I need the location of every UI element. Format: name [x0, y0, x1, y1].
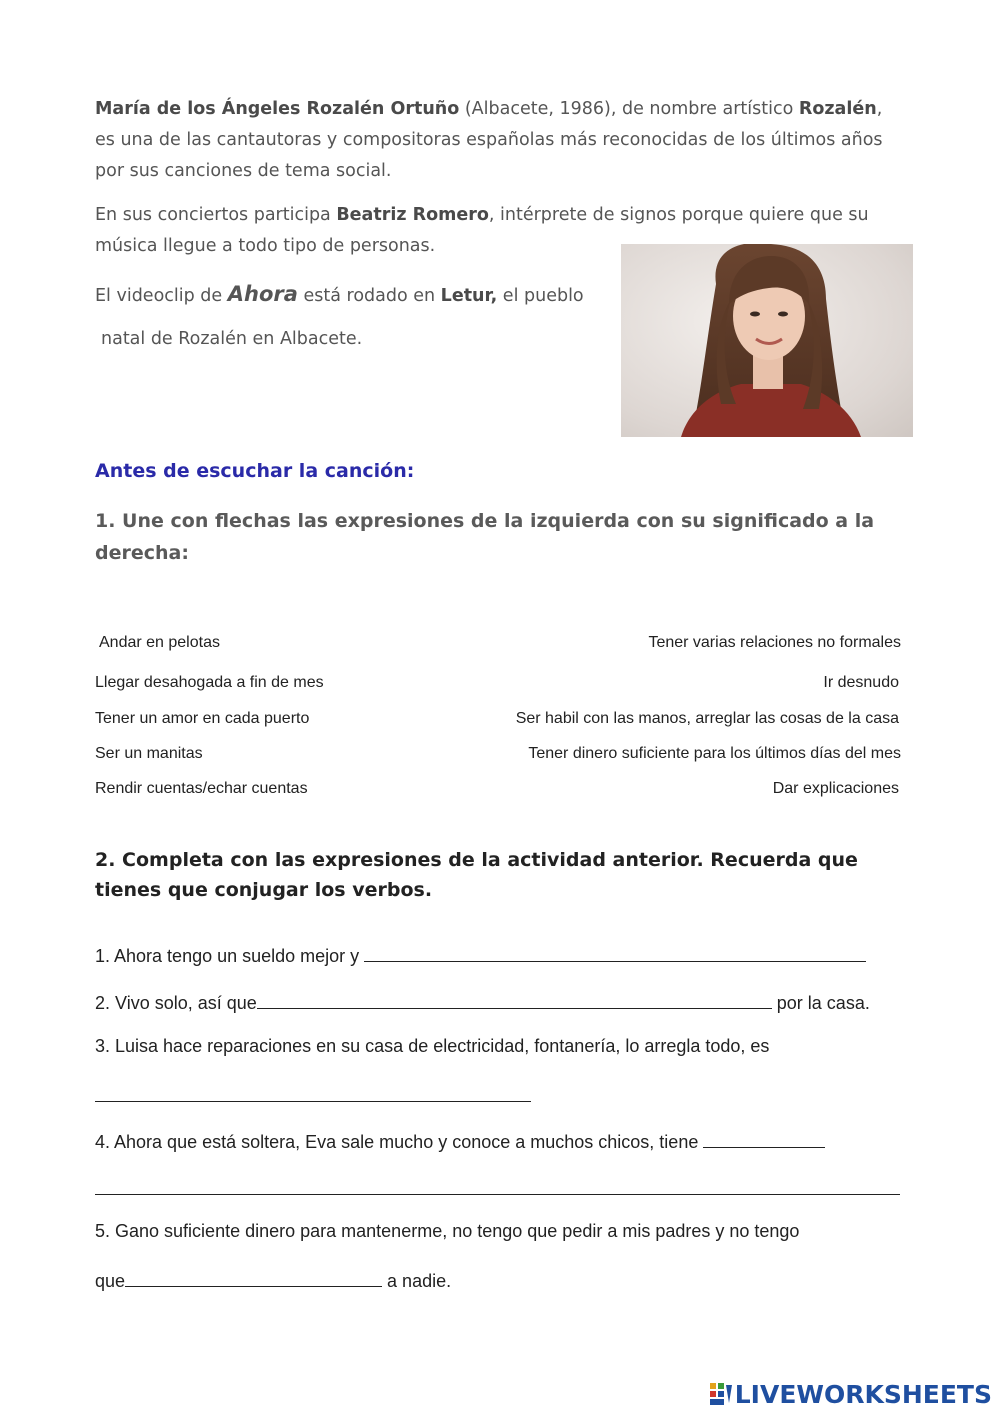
bio-paragraph-4: natal de Rozalén en Albacete.	[101, 329, 363, 349]
sentence-1	[95, 943, 866, 967]
answer-blank-3[interactable]	[95, 1101, 531, 1102]
sentence-5-continued	[95, 1268, 451, 1292]
sentence-text: que	[95, 1271, 126, 1291]
sentence-2	[95, 990, 870, 1014]
artist-stage-name: Rozalén	[798, 99, 877, 119]
exercise-2-title: 2. Completa con las expresiones de la actividad anterior. Recuerda que tienes que conjugar los verbos.	[95, 849, 858, 901]
answer-blank-5[interactable]	[125, 1268, 382, 1287]
liveworksheets-logo	[710, 1379, 992, 1409]
expression-left-2: Llegar desahogada a fin de mes	[95, 674, 324, 691]
expression-left-5: Rendir cuentas/echar cuentas	[95, 780, 308, 797]
artist-photo-illustration	[621, 244, 913, 437]
bio-paragraph-1	[95, 94, 907, 187]
bio-text: (Albacete, 1986), de nombre artístico	[459, 99, 799, 119]
sentence-text: 2. Vivo solo, así que	[95, 993, 257, 1013]
artist-full-name: María de los Ángeles Rozalén Ortuño	[95, 99, 460, 119]
answer-blank-4a[interactable]	[703, 1129, 825, 1148]
sentence-4	[95, 1129, 825, 1153]
expression-left-4: Ser un manitas	[95, 745, 203, 762]
sentence-text: a nadie.	[382, 1271, 452, 1291]
bio-text: el pueblo	[497, 286, 584, 306]
bio-text: , es una de las cantautoras y compositoras españolas más reconocidas de los últimos años por sus canciones de tema social.	[95, 99, 883, 181]
artist-photo	[621, 244, 913, 437]
sentence-text: 4. Ahora que está soltera, Eva sale mucho y conoce a muchos chicos, tiene	[95, 1132, 704, 1152]
expression-left-1: Andar en pelotas	[99, 634, 220, 651]
answer-blank-1[interactable]	[364, 943, 866, 962]
liveworksheets-logo-icon	[710, 1383, 732, 1405]
sentence-5: 5. Gano suficiente dinero para mantenerme, no tengo que pedir a mis padres y no tengo	[95, 1221, 800, 1241]
answer-blank-2[interactable]	[257, 990, 772, 1009]
song-title: Ahora	[227, 282, 298, 306]
bio-text: está rodado en	[297, 286, 441, 306]
bio-paragraph-3	[95, 279, 615, 311]
sentence-text: 1. Ahora tengo un sueldo mejor y	[95, 946, 365, 966]
exercise-1-title: 1. Une con flechas las expresiones de la izquierda con su significado a la derecha:	[95, 510, 875, 564]
interpreter-name: Beatriz Romero	[336, 205, 489, 225]
section-heading-before-listening: Antes de escuchar la canción:	[95, 460, 415, 482]
meaning-right-3: Ser habil con las manos, arreglar las cosas de la casa	[515, 710, 899, 727]
bio-text: , intérprete de signos porque quiere que su música llegue a todo tipo de personas.	[95, 205, 869, 256]
meaning-right-2: Ir desnudo	[823, 674, 899, 691]
expression-left-3: Tener un amor en cada puerto	[95, 710, 310, 727]
sentence-3: 3. Luisa hace reparaciones en su casa de electricidad, fontanería, lo arregla todo, es	[95, 1036, 770, 1056]
bio-text: En sus conciertos participa	[95, 205, 337, 225]
meaning-right-4: Tener dinero suficiente para los últimos días del mes	[528, 745, 901, 762]
liveworksheets-logo-text: LIVEWORKSHEETS	[734, 1379, 992, 1409]
meaning-right-5: Dar explicaciones	[772, 780, 899, 797]
answer-blank-4b[interactable]	[95, 1194, 900, 1195]
town-name: Letur,	[440, 286, 498, 306]
bio-text: El videoclip de	[95, 286, 228, 306]
sentence-text: por la casa.	[771, 993, 870, 1013]
meaning-right-1: Tener varias relaciones no formales	[648, 634, 901, 651]
